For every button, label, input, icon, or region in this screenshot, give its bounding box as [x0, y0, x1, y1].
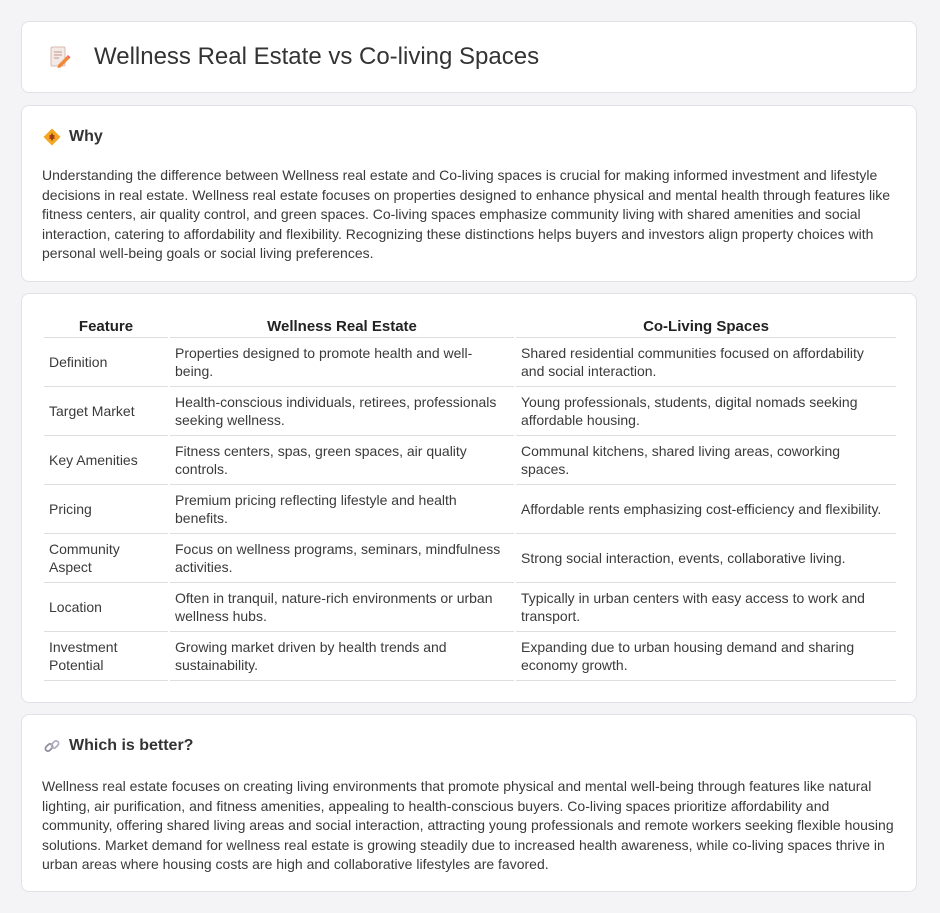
feature-cell: Pricing	[44, 485, 168, 534]
header-feature: Feature	[44, 315, 168, 338]
which-better-heading: Which is better?	[69, 737, 194, 754]
table-row	[44, 583, 896, 632]
coliving-cell: Shared residential communities focused on affordability and social interaction.	[516, 338, 896, 387]
table-row	[44, 338, 896, 387]
comparison-section	[21, 293, 917, 703]
wellness-cell: Premium pricing reflecting lifestyle and health benefits.	[170, 485, 514, 534]
coliving-cell: Communal kitchens, shared living areas, coworking spaces.	[516, 436, 896, 485]
coliving-cell: Expanding due to urban housing demand and sharing economy growth.	[516, 632, 896, 681]
diamond-signal-icon	[43, 128, 61, 146]
table-row	[44, 436, 896, 485]
wellness-cell: Health-conscious individuals, retirees, professionals seeking wellness.	[170, 387, 514, 436]
coliving-cell: Affordable rents emphasizing cost-efficiency and flexibility.	[516, 485, 896, 534]
table-row	[44, 387, 896, 436]
why-heading: Why	[69, 128, 103, 145]
feature-cell: Location	[44, 583, 168, 632]
header-wellness: Wellness Real Estate	[170, 315, 514, 338]
table-row	[44, 534, 896, 583]
wellness-cell: Growing market driven by health trends and sustainability.	[170, 632, 514, 681]
table-row	[44, 632, 896, 681]
which-better-section	[21, 714, 917, 892]
why-text: Understanding the difference between Wellness real estate and Co-living spaces is crucial for making informed investment and lifestyle decisions in real estate. Wellness real estate focuses on properties designed to enhance physical and mental health through features like fitness centers, air quality control, and green spaces. Co-living spaces emphasize community living with shared amenities and social interaction, catering to affordability and flexibility. Recognizing these distinctions helps buyers and investors align property choices with personal well-being goals or social living preferences.	[42, 167, 891, 262]
coliving-cell: Typically in urban centers with easy access to work and transport.	[516, 583, 896, 632]
wellness-cell: Fitness centers, spas, green spaces, air quality controls.	[170, 436, 514, 485]
which-better-text: Wellness real estate focuses on creating living environments that promote physical and mental well-being through features like natural lighting, air purification, and fitness amenities, appealing to health-conscious buyers. Co-living spaces prioritize affordability and community, offering shared living areas and social interaction, attracting young professionals and remote workers seeking flexible housing solutions. Market demand for wellness real estate is growing steadily due to increased health awareness, while co-living spaces thrive in urban areas where housing costs are high and collaborative lifestyles are favored.	[42, 778, 894, 873]
feature-cell: Target Market	[44, 387, 168, 436]
comparison-table	[42, 315, 898, 681]
title-card	[21, 21, 917, 93]
coliving-cell: Strong social interaction, events, collaborative living.	[516, 534, 896, 583]
feature-cell: Investment Potential	[44, 632, 168, 681]
wellness-cell: Often in tranquil, nature-rich environments or urban wellness hubs.	[170, 583, 514, 632]
wellness-cell: Properties designed to promote health and well-being.	[170, 338, 514, 387]
wellness-cell: Focus on wellness programs, seminars, mindfulness activities.	[170, 534, 514, 583]
link-icon	[43, 737, 61, 755]
feature-cell: Community Aspect	[44, 534, 168, 583]
coliving-cell: Young professionals, students, digital nomads seeking affordable housing.	[516, 387, 896, 436]
why-section	[21, 105, 917, 282]
feature-cell: Key Amenities	[44, 436, 168, 485]
page-title: Wellness Real Estate vs Co-living Spaces	[94, 43, 540, 70]
table-header-row	[44, 315, 896, 338]
feature-cell: Definition	[44, 338, 168, 387]
document-edit-icon	[46, 44, 72, 70]
table-row	[44, 485, 896, 534]
header-coliving: Co-Living Spaces	[516, 315, 896, 338]
